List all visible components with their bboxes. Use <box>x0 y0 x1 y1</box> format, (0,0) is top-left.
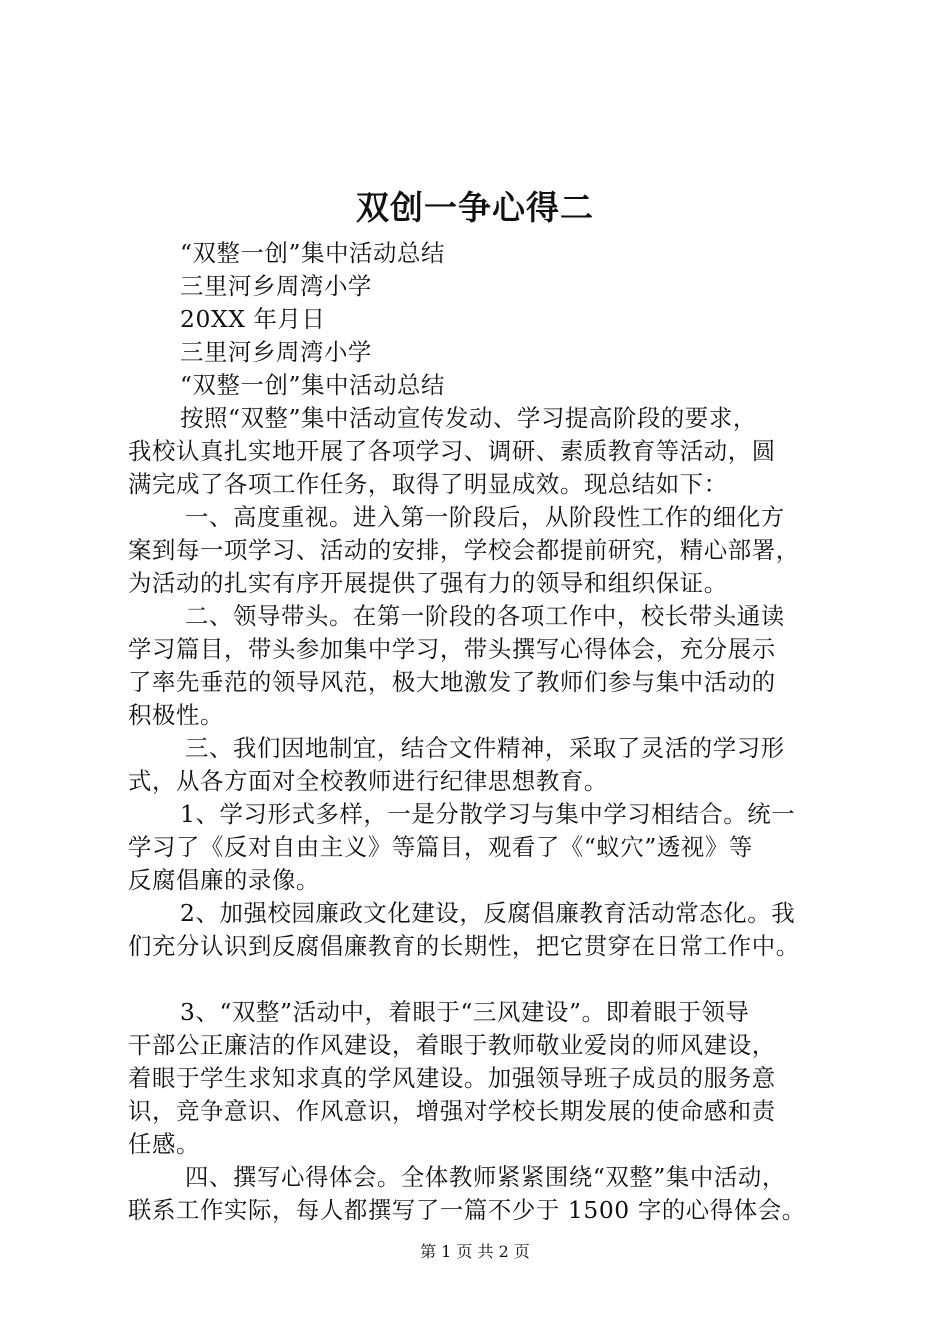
paragraph-line: 四、撰写心得体会。全体教师紧紧围绕“双整”集中活动， <box>185 1163 786 1191</box>
text-line: 三里河乡周湾小学 <box>180 272 372 300</box>
paragraph-line: 识，竞争意识、作风意识，增强对学校长期发展的使命感和责 <box>128 1097 776 1125</box>
paragraph-line: 满完成了各项工作任务，取得了明显成效。现总结如下： <box>128 470 728 498</box>
paragraph-line: 反腐倡廉的录像。 <box>128 866 320 894</box>
paragraph-line: 我校认真扎实地开展了各项学习、调研、素质教育等活动，圆 <box>128 437 776 465</box>
paragraph-line: 学习篇目，带头参加集中学习，带头撰写心得体会，充分展示 <box>128 635 776 663</box>
text-line: “双整一创”集中活动总结 <box>180 239 446 267</box>
blank-line <box>128 963 834 996</box>
document-body <box>128 237 834 1227</box>
paragraph-line: 按照“双整”集中活动宣传发动、学习提高阶段的要求， <box>180 404 757 432</box>
paragraph-line: 干部公正廉洁的作风建设，着眼于教师敬业爱岗的师风建设， <box>128 1031 776 1059</box>
paragraph-line: 学习了《反对自由主义》等篇目，观看了《“蚁穴”透视》等 <box>128 833 753 861</box>
text-line: “双整一创”集中活动总结 <box>180 371 446 399</box>
paragraph-line: 了率先垂范的领导风范，极大地激发了教师们参与集中活动的 <box>128 668 776 696</box>
text-line: 三里河乡周湾小学 <box>180 338 372 366</box>
paragraph-line: 2、加强校园廉政文化建设，反腐倡廉教育活动常态化。我 <box>180 899 796 927</box>
paragraph-line: 任感。 <box>128 1130 200 1158</box>
paragraph-line: 二、领导带头。在第一阶段的各项工作中，校长带头通读 <box>185 602 785 630</box>
paragraph-line: 1、学习形式多样，一是分散学习与集中学习相结合。统一 <box>180 800 796 828</box>
paragraph-line: 案到每一项学习、活动的安排，学校会都提前研究，精心部署， <box>128 536 800 564</box>
paragraph-line: 为活动的扎实有序开展提供了强有力的领导和组织保证。 <box>128 569 728 597</box>
paragraph-line: 联系工作实际，每人都撰写了一篇不少于 1500 字的心得体会。 <box>128 1196 806 1224</box>
document-title: 双创一争心得二 <box>356 188 594 227</box>
page-footer: 第 1 页 共 2 页 <box>420 1242 530 1261</box>
text-line: 20XX 年月日 <box>180 305 326 333</box>
paragraph-line: 3、“双整”活动中，着眼于“三风建设”。即着眼于领导 <box>180 998 750 1026</box>
paragraph-line: 着眼于学生求知求真的学风建设。加强领导班子成员的服务意 <box>128 1064 776 1092</box>
paragraph-line: 一、高度重视。进入第一阶段后，从阶段性工作的细化方 <box>185 503 785 531</box>
paragraph-line: 们充分认识到反腐倡廉教育的长期性，把它贯穿在日常工作中。 <box>128 932 800 960</box>
paragraph-line: 三、我们因地制宜，结合文件精神，采取了灵活的学习形 <box>185 734 785 762</box>
paragraph-line: 积极性。 <box>128 701 224 729</box>
paragraph-line: 式，从各方面对全校教师进行纪律思想教育。 <box>128 767 608 795</box>
